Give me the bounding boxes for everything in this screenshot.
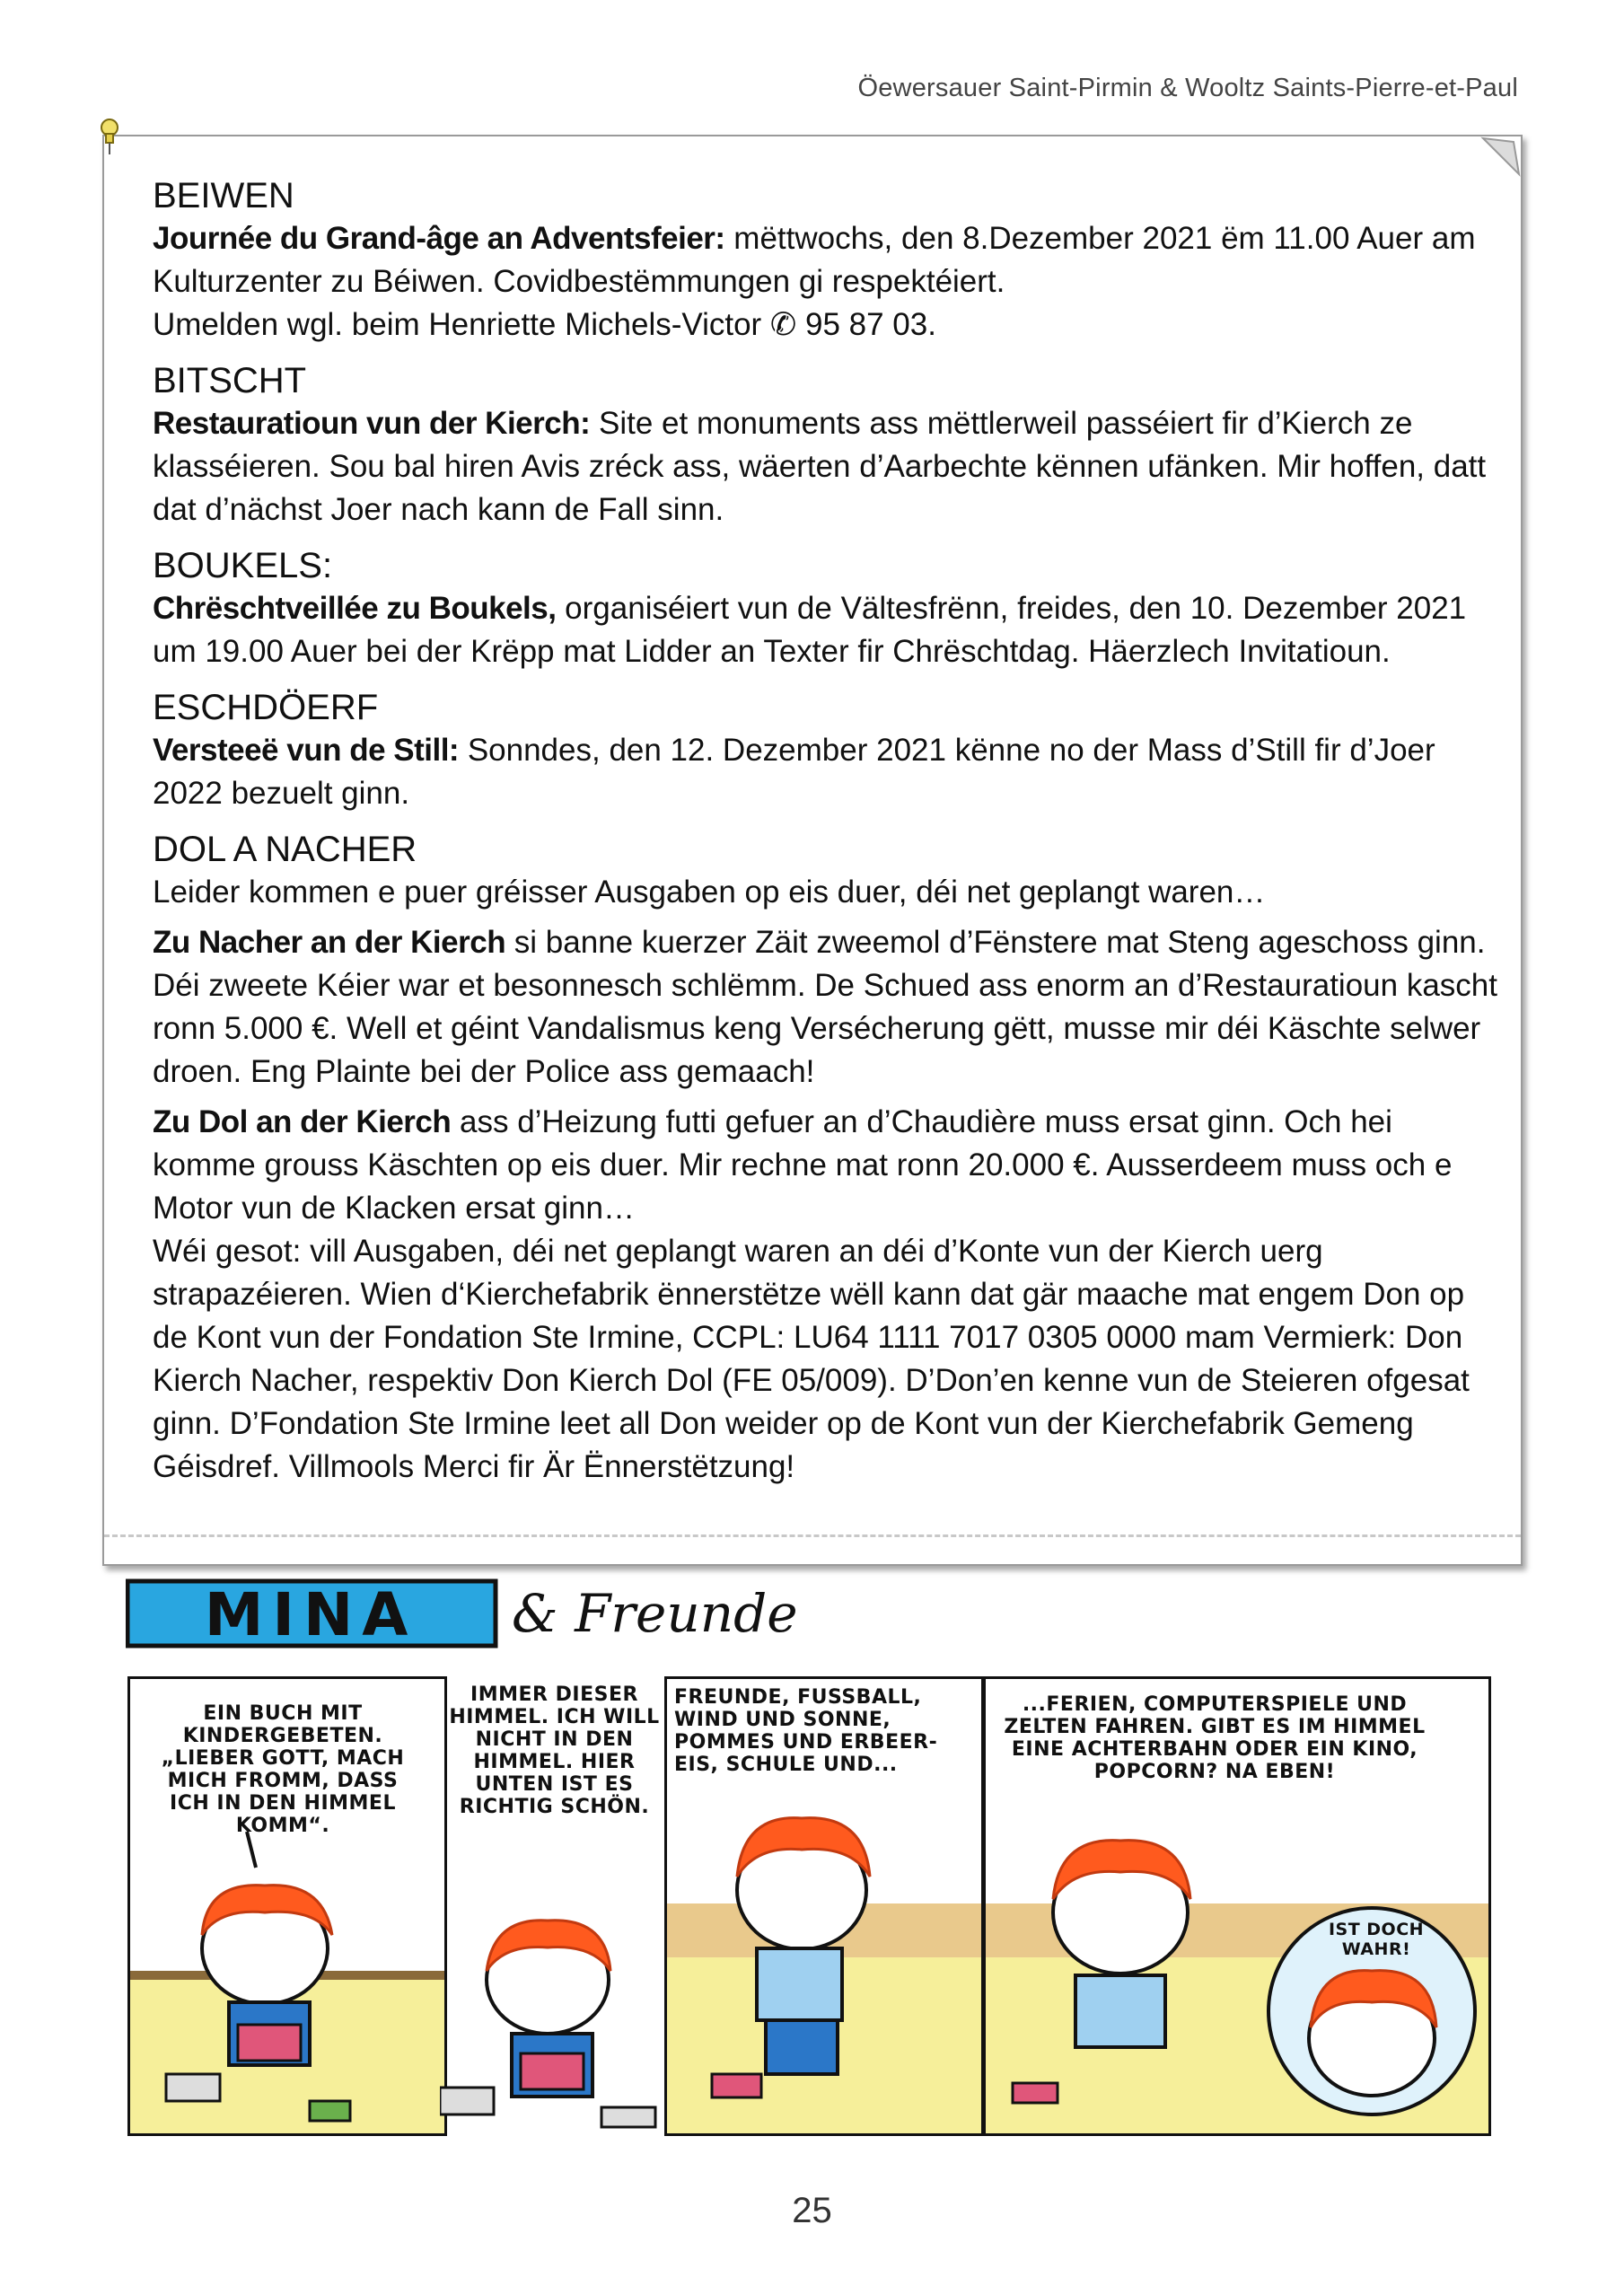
section-paragraph xyxy=(153,402,1499,532)
section-paragraph xyxy=(153,729,1499,815)
paragraph-text: Leider kommen e puer gréisser Ausgaben op eis duer, déi net geplangt waren… xyxy=(153,875,1266,910)
paragraph-lead: Zu Dol an der Kierch xyxy=(153,1104,452,1139)
paragraph-lead: Journée du Grand-âge an Adventsfeier: xyxy=(153,221,725,256)
pushpin-icon xyxy=(97,119,122,156)
comic-panel-3 xyxy=(664,1676,984,2136)
section-paragraph xyxy=(153,1101,1499,1230)
paragraph-text: Site et monuments ass mëttlerweil passéiert fir d’Kierch ze klasséieren. Sou bal hiren Avis zréck ass, wäerten d’Aarbechte kënnen ufänken. Mir hoffen, datt dat d’nächst Joer nach kann de Fall sinn. xyxy=(153,406,1487,527)
notice-content xyxy=(153,174,1499,1489)
child-sitting-illustration xyxy=(440,1845,664,2132)
section-title: ESCHDÖERF xyxy=(153,688,379,727)
section-paragraph xyxy=(153,217,1499,303)
section-paragraph xyxy=(153,921,1499,1094)
section-title: BEIWEN xyxy=(153,176,294,215)
section-paragraph xyxy=(153,303,1499,347)
paragraph-text: Wéi gesot: vill Ausgaben, déi net geplangt waren an déi d’Konte vun der Kierch uerg strapazéieren. Wien d‘Kierchefabrik ënnerstëtze wëll kann dat gär maache mat engem Don op de Kont vun der Fondation Ste Irmine, CCPL: LU64 1111 7017 0305 0000 mam Vermierk: Don Kierch Nacher, respektiv Don Kierch Dol (FE 05/009). D’Don’en kenne vun de Steieren ofgesat ginn. D’Fondation Ste Irmine leet all Don weider op de Kont vun der Kierchefabrik Gemeng Géisdref. Villmools Merci fir Är Ënnerstëtzung! xyxy=(153,1234,1470,1484)
paragraph-lead: Chrëschtveillée zu Boukels, xyxy=(153,591,557,626)
speech-bubble-1: EIN BUCH MIT KINDERGEBETEN. „LIEBER GOTT, MACH MICH FROMM, DASS ICH IN DEN HIMMEL KOMM“. xyxy=(161,1702,405,1837)
section-title: BITSCHT xyxy=(153,361,307,400)
section-title: DOL A NACHER xyxy=(153,830,417,869)
paragraph-text: ass d’Heizung futti gefuer an d’Chaudière muss ersat ginn. Och hei komme grouss Käschten op eis duer. Mir rechne mat ronn 20.000 €. Ausserdeem muss och e Motor vun de Klacken ersat ginn… xyxy=(153,1104,1453,1226)
section-paragraph xyxy=(153,1230,1499,1489)
paragraph-text: Sonndes, den 12. Dezember 2021 kënne no der Mass d’Still fir d’Joer 2022 bezuelt ginn. xyxy=(153,733,1435,811)
section-paragraph xyxy=(153,871,1499,914)
paragraph-lead: Zu Nacher an der Kierch xyxy=(153,925,506,960)
speech-bubble-5: IST DOCH WAHR! xyxy=(1328,1920,1425,1959)
comic-logo xyxy=(126,1576,503,1653)
paragraph-text: mëttwochs, den 8.Dezember 2021 ëm 11.00 Auer am Kulturzenter zu Béiwen. Covidbestëmmungen gi respektéiert. xyxy=(153,221,1476,299)
paragraph-text: organiséiert vun de Vältesfrënn, freides, den 10. Dezember 2021 um 19.00 Auer bei der Krëpp mat Lidder an Texter fir Chrëschtdag. Häerzlech Invitatioun. xyxy=(153,591,1467,669)
page-number: 25 xyxy=(792,2191,832,2230)
section-paragraph xyxy=(153,587,1499,673)
speech-bubble-3: FREUNDE, FUSSBALL, WIND UND SONNE, POMMES UND ERBEER-EIS, SCHULE UND... xyxy=(674,1686,938,1776)
child-shouting-illustration xyxy=(986,1679,1488,2133)
speech-bubble-2: IMMER DIESER HIMMEL. ICH WILL NICHT IN DEN HIMMEL. HIER UNTEN IST ES RICHTIG SCHÖN. xyxy=(449,1684,660,1818)
comic-title: MINA xyxy=(204,1580,417,1649)
divider xyxy=(104,1534,1521,1564)
comic-panel-1 xyxy=(127,1676,447,2136)
paragraph-lead: Versteeë vun de Still: xyxy=(153,733,460,768)
paragraph-text: si banne kuerzer Zäit zweemol d’Fënstere mat Steng ageschoss ginn. Déi zweete Kéier war et besonnesch schlëmm. De Schued ass enorm an d’Restauratioun kascht ronn 5.000 €. Well et géint Vandalismus keng Versécherung gëtt, musse mir déi Käschte selwer droen. Eng Plainte bei der Police ass gemaach! xyxy=(153,925,1497,1089)
notice-board xyxy=(102,135,1523,1566)
paragraph-lead: Restauratioun vun der Kierch: xyxy=(153,406,591,441)
speech-bubble-4: ...FERIEN, COMPUTERSPIELE UND ZELTEN FAHREN. GIBT ES IM HIMMEL EINE ACHTERBAHN ODER EIN KINO, POPCORN? NA EBEN! xyxy=(1004,1693,1426,1783)
comic-panel-4 xyxy=(983,1676,1491,2136)
child-jumping-illustration xyxy=(667,1679,981,2133)
page-header: Öewersauer Saint-Pirmin & Wooltz Saints-Pierre-et-Paul xyxy=(857,74,1518,102)
paragraph-text: Umelden wgl. beim Henriette Michels-Victor ✆ 95 87 03. xyxy=(153,307,936,342)
section-title: BOUKELS: xyxy=(153,546,333,585)
comic-strip xyxy=(126,1576,1490,2159)
page-curl-icon xyxy=(1478,133,1524,180)
comic-subtitle: & Freunde xyxy=(512,1583,798,1644)
child-reading-illustration xyxy=(130,1679,444,2133)
